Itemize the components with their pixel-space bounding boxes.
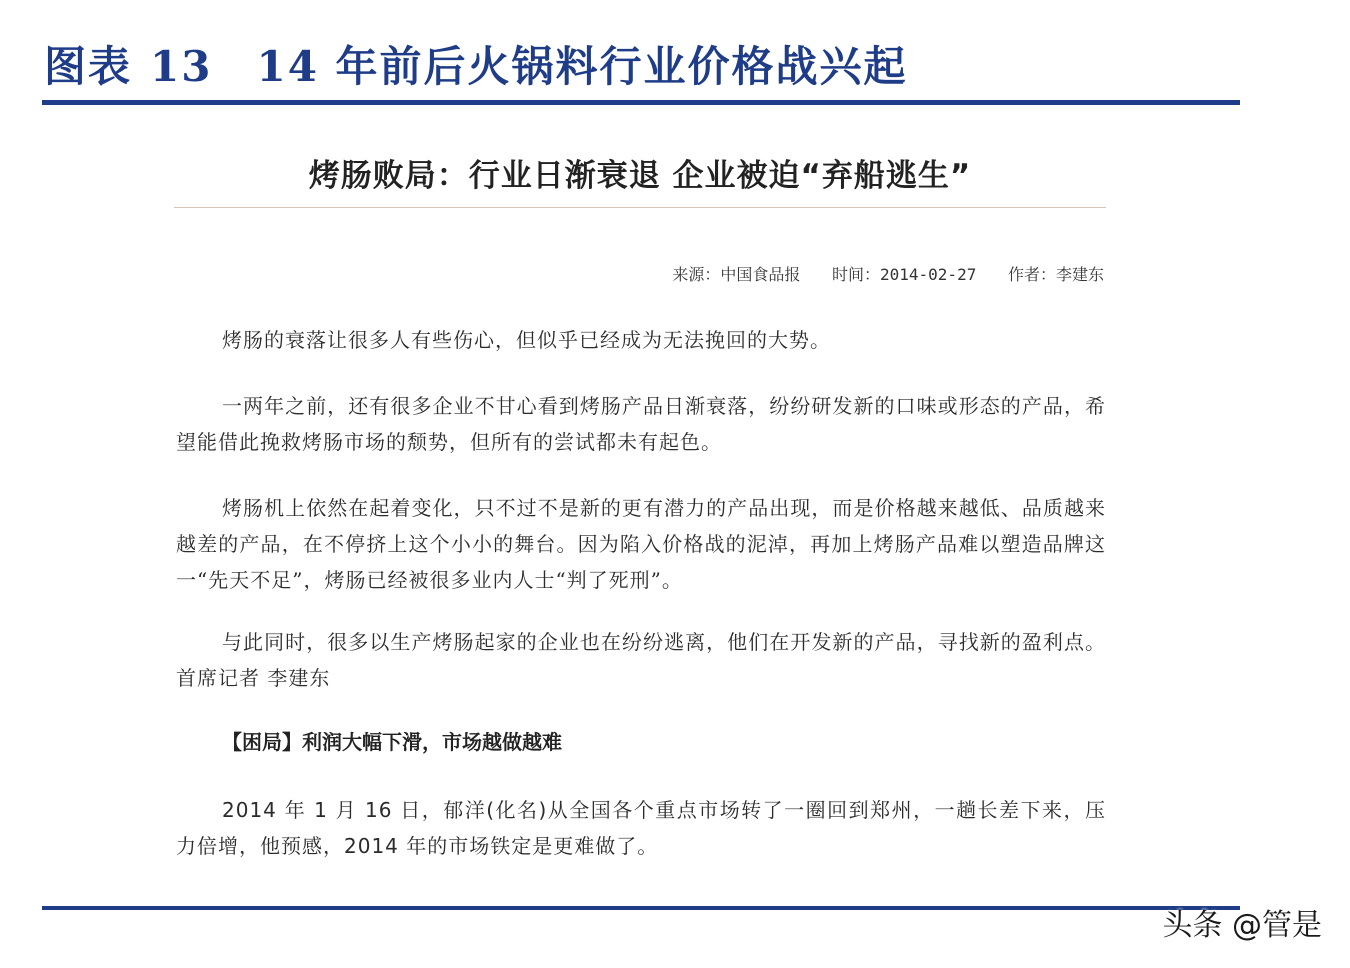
bottom-divider [42, 906, 1240, 910]
paragraph-3: 烤肠机上依然在起着变化，只不过不是新的更有潜力的产品出现，而是价格越来越低、品质越来越差的产品，在不停挤上这个小小的舞台。因为陷入价格战的泥淖，再加上烤肠产品难以塑造品牌这一“先天不足”，烤肠已经被很多业内人士“判了死刑”。 [176, 496, 1106, 592]
figure-label: 图表 [44, 42, 133, 91]
section-subheading: 【困局】利润大幅下滑，市场越做越难 [222, 730, 562, 754]
meta-source: 来源：中国食品报 [672, 265, 801, 284]
article-title: 烤肠败局：行业日渐衰退 企业被迫“弃船逃生” [308, 158, 972, 194]
meta-time: 时间：2014-02-27 [832, 265, 977, 284]
figure-title [44, 34, 908, 94]
paragraph-1: 烤肠的衰落让很多人有些伤心，但似乎已经成为无法挽回的大势。 [222, 328, 831, 352]
watermark: 头条 @管是 [1162, 908, 1322, 943]
paragraph-2: 一两年之前，还有很多企业不甘心看到烤肠产品日渐衰落，纷纷研发新的口味或形态的产品，希望能借此挽救烤肠市场的颓势，但所有的尝试都未有起色。 [176, 394, 1106, 454]
figure-caption: 14 年前后火锅料行业价格战兴起 [256, 42, 908, 91]
paragraph-4: 与此同时，很多以生产烤肠起家的企业也在纷纷逃离，他们在开发新的产品，寻找新的盈利点。首席记者 李建东 [176, 630, 1106, 690]
top-divider [42, 100, 1240, 105]
meta-author: 作者：李建东 [1007, 265, 1104, 284]
title-divider [174, 207, 1106, 208]
paragraph-closing: 2014 年 1 月 16 日，郁洋(化名)从全国各个重点市场转了一圈回到郑州，一趟长差下来，压力倍增，他预感，2014 年的市场铁定是更难做了。 [176, 798, 1106, 858]
article-meta [174, 262, 1104, 285]
figure-number: 13 [150, 42, 213, 91]
